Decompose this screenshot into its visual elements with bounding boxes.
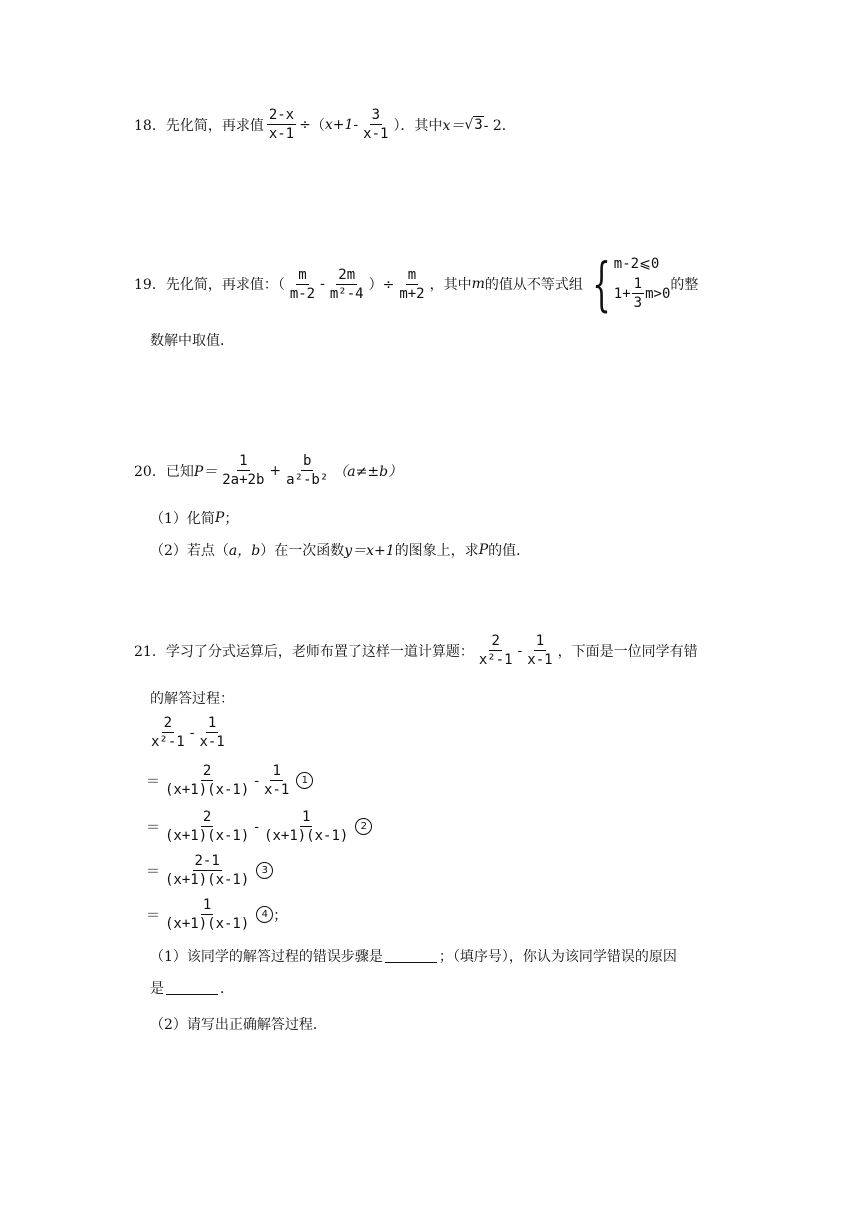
q18-fraction-1: $\frac{2-x}{x-1}$ <box>268 107 295 142</box>
q21-step-1: ＝ $\frac{2}{(x+1)(x-1)}$ - $\frac{1}{x-1}$ 1 <box>146 762 313 799</box>
q18-divide-sign: ÷ <box>299 116 311 133</box>
q20-fraction-1: $\frac{1}{2a+2b}$ <box>222 453 265 488</box>
q20-number: 20． <box>134 463 166 480</box>
q21-sub-question-1: （1）该同学的解答过程的错误步骤是 ；（填序号），你认为该同学错误的原因 <box>150 949 677 965</box>
q18-number: 18． <box>134 117 166 134</box>
step-marker-1: 1 <box>296 772 313 789</box>
step-marker-2: 2 <box>355 818 372 835</box>
q21-sub-question-2: （2）请写出正确解答过程． <box>150 1017 327 1033</box>
q21-step-4: ＝ $\frac{1}{(x+1)(x-1)}$ 4 ； <box>146 897 288 932</box>
q20-part-1: （1）化简 P ； <box>150 510 239 527</box>
question-20: 20． 已知 P＝ $\frac{1}{2a+2b}$ + $\frac{b}{\text{a²-b²}}$ （a≠±b） <box>134 453 403 488</box>
question-18: 18． 先化简，再求值 $\frac{2-x}{x-1}$ ÷ （ x+1 - $\frac{3}{x-1}$ ）．其中 x＝ √ 3 - 2． <box>134 107 516 142</box>
sqrt-icon: √ <box>464 117 474 133</box>
question-21: 21． 学习了分式运算后，老师布置了这样一道计算题： $\frac{2}{\text{x²-1}}$ - $\frac{1}{x-1}$ ，下面是一位同学有错 <box>134 633 698 668</box>
q19-fraction-2: $\frac{2m}{\text{m²-4}}$ <box>329 266 364 302</box>
q19-line-2: 数解中取值． <box>150 333 234 349</box>
q21-number: 21． <box>134 643 166 660</box>
q21-title-fraction-1: $\frac{2}{\text{x²-1}}$ <box>478 633 513 668</box>
q18-fraction-2: $\frac{3}{x-1}$ <box>363 107 389 142</box>
q19-number: 19． <box>134 277 166 293</box>
q20-fraction-2: $\frac{b}{\text{a²-b²}}$ <box>286 453 329 488</box>
step-marker-4: 4 <box>256 906 273 923</box>
step-marker-3: 3 <box>256 862 273 879</box>
q19-fraction-1: $\frac{m}{m-2}$ <box>289 266 316 302</box>
q18-lead-text: 先化简，再求值 <box>165 117 264 134</box>
brace-icon: { <box>592 250 611 318</box>
q19-inequality-1: m-2⩽0 <box>613 256 660 272</box>
q18-sqrt: √ 3 <box>464 117 483 133</box>
q21-title-fraction-2: $\frac{1}{x-1}$ <box>527 633 553 668</box>
q21-step-2: ＝ $\frac{2}{(x+1)(x-1)}$ - $\frac{1}{(x+1)(x-1)}$ 2 <box>146 808 372 845</box>
q19-fraction-3: $\frac{m}{m+2}$ <box>399 266 425 302</box>
answer-blank-1[interactable] <box>385 950 437 963</box>
question-19: 19． 先化简，再求值：（ $\frac{m}{m-2}$ - $\frac{2m}{\text{m²-4}}$ ）÷ $\frac{m}{m+2}$ ，其中 m 的值从不等式组 { m-2⩽0 1+ $\frac{1}{3}$ m>0 的整 <box>134 250 699 318</box>
q21-sub-question-1-cont: 是 ． <box>150 981 234 997</box>
q21-step-0: $\frac{2}{\text{x²-1}}$ - $\frac{1}{x-1}$ <box>151 715 225 750</box>
answer-blank-2[interactable] <box>166 982 218 995</box>
q21-step-3: ＝ $\frac{2-1}{(x+1)(x-1)}$ 3 <box>146 852 273 889</box>
q20-part-2: （2）若点（ a，b ）在一次函数 y＝x+1 的图象上，求 P 的值． <box>150 542 531 559</box>
q19-inequality-2: 1+ $\frac{1}{3}$ m>0 <box>613 276 671 311</box>
q21-line-2: 的解答过程： <box>150 691 234 707</box>
q20-condition: （a≠±b） <box>333 463 403 480</box>
q19-inequality-system <box>583 250 671 318</box>
q18-expression: x+1 <box>324 116 354 133</box>
